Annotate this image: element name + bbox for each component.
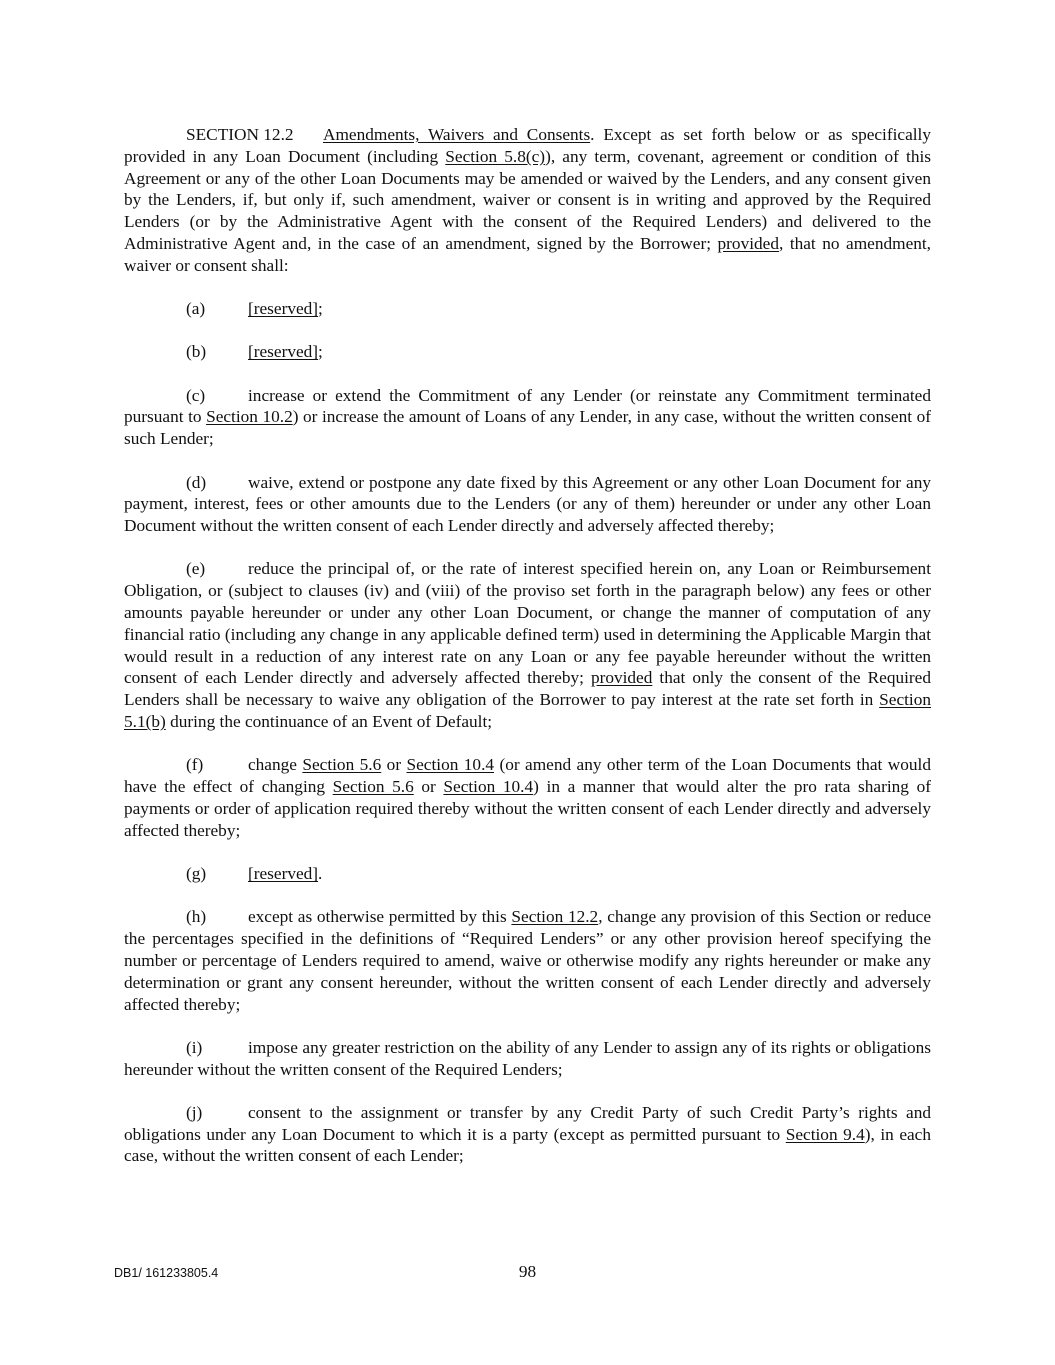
clause-label: (b) bbox=[186, 342, 207, 362]
clause-i: (i) impose any greater restriction on the ability of any Lender to assign any of its rights or obligations hereunder without the written consent of the Required Lenders; bbox=[124, 1037, 931, 1079]
provided-term: provided bbox=[590, 668, 653, 688]
section-title: Amendments, Waivers and Consents bbox=[323, 125, 591, 144]
cross-reference: Section 12.2 bbox=[511, 907, 599, 927]
cross-reference: Section 5.8(c) bbox=[445, 146, 546, 166]
clause-label: (c) bbox=[186, 385, 206, 405]
clause-label: (f) bbox=[186, 755, 204, 775]
clause-c: (c) increase or extend the Commitment of any Lender (or reinstate any Commitment terminated pursuant to Section 10.2) or increase the amount of Loans of any Lender, in any case, without the written consent of such Lender; bbox=[124, 385, 931, 449]
clause-a: (a) [reserved]; bbox=[186, 299, 323, 319]
provided-term: provided bbox=[717, 233, 779, 253]
clause-label: (h) bbox=[186, 907, 207, 927]
cross-reference: Section 10.4 bbox=[406, 755, 495, 775]
cross-reference: Section 10.4 bbox=[443, 777, 534, 797]
clause-label: (i) bbox=[186, 1037, 203, 1057]
cross-reference: Section 5.1(b) bbox=[124, 690, 931, 732]
section-12-2-intro: SECTION 12.2 Amendments, Waivers and Consents. Except as set forth below or as specifically provided in any Loan Document (including Section 5.8(c)), any term, covenant, agreement or condition of this Agreement or any of the other Loan Documents may be amended or waived by the Lenders, and any consent given by the Lenders, if, but only if, such amendment, waiver or consent is in writing and approved by the Required Lenders (or by the Administrative Agent with the consent of the Required Lenders) and delivered to the Administrative Agent and, in the case of an amendment, signed by the Borrower; provided, that no amendment, waiver or consent shall: bbox=[124, 125, 931, 275]
document-id: DB1/ 161233805.4 bbox=[114, 1266, 219, 1280]
clause-d: (d) waive, extend or postpone any date fixed by this Agreement or any other Loan Document for any payment, interest, fees or other amounts due to the Lenders (or any of them) hereunder or under any other Loan Document without the written consent of each Lender directly and adversely affected thereby; bbox=[124, 472, 931, 536]
clause-h: (h) except as otherwise permitted by this Section 12.2, change any provision of this Section or reduce the percentages specified in the definitions of “Required Lenders” or any other provision hereof specifying the number or percentage of Lenders required to amend, waive or otherwise modify any rights hereunder or make any determination or grant any consent hereunder, without the written consent of each Lender directly and adversely affected thereby; bbox=[124, 907, 931, 1014]
clause-label: (d) bbox=[186, 472, 207, 492]
clause-f: (f) change Section 5.6 or Section 10.4 (or amend any other term of the Loan Documents that would have the effect of changing Section 5.6 or Section 10.4) in a manner that would alter the pro rata sharing of payments or order of application required thereby without the written consent of each Lender directly and adversely affected thereby; bbox=[124, 755, 931, 840]
section-number: SECTION 12.2 bbox=[186, 125, 294, 144]
clause-label: (g) bbox=[186, 864, 207, 884]
cross-reference: Section 5.6 bbox=[332, 777, 414, 797]
clause-label: (a) bbox=[186, 299, 206, 319]
cross-reference: Section 9.4 bbox=[785, 1124, 865, 1144]
cross-reference: Section 10.2 bbox=[206, 407, 293, 427]
clause-label: (e) bbox=[186, 559, 206, 579]
cross-reference: Section 5.6 bbox=[302, 755, 382, 775]
clause-j: (j) consent to the assignment or transfer by any Credit Party of such Credit Party’s rights and obligations under any Loan Document to which it is a party (except as permitted pursuant to Section 9.4), in each case, without the written consent of each Lender; bbox=[124, 1102, 931, 1166]
clause-label: (j) bbox=[186, 1102, 203, 1122]
document-page bbox=[124, 124, 931, 1189]
clause-e: (e) reduce the principal of, or the rate of interest specified herein on, any Loan or Reimbursement Obligation, or (subject to clauses (iv) and (viii) of the proviso set forth in the paragraph below) any fees or other amounts payable hereunder or under any other Loan Document, or change the manner of computation of any financial ratio (including any change in any applicable defined term) used in determining the Applicable Margin that would result in a reduction of any interest rate on any Loan or any fee payable hereunder without the written consent of each Lender directly and adversely affected thereby; provided that only the consent of the Required Lenders shall be necessary to waive any obligation of the Borrower to pay interest at the rate set forth in Section 5.1(b) during the continuance of an Event of Default; bbox=[124, 559, 931, 732]
clause-g: (g) [reserved]. bbox=[186, 864, 323, 884]
page-number: 98 bbox=[518, 1262, 537, 1281]
clause-b: (b) [reserved]; bbox=[186, 342, 323, 362]
